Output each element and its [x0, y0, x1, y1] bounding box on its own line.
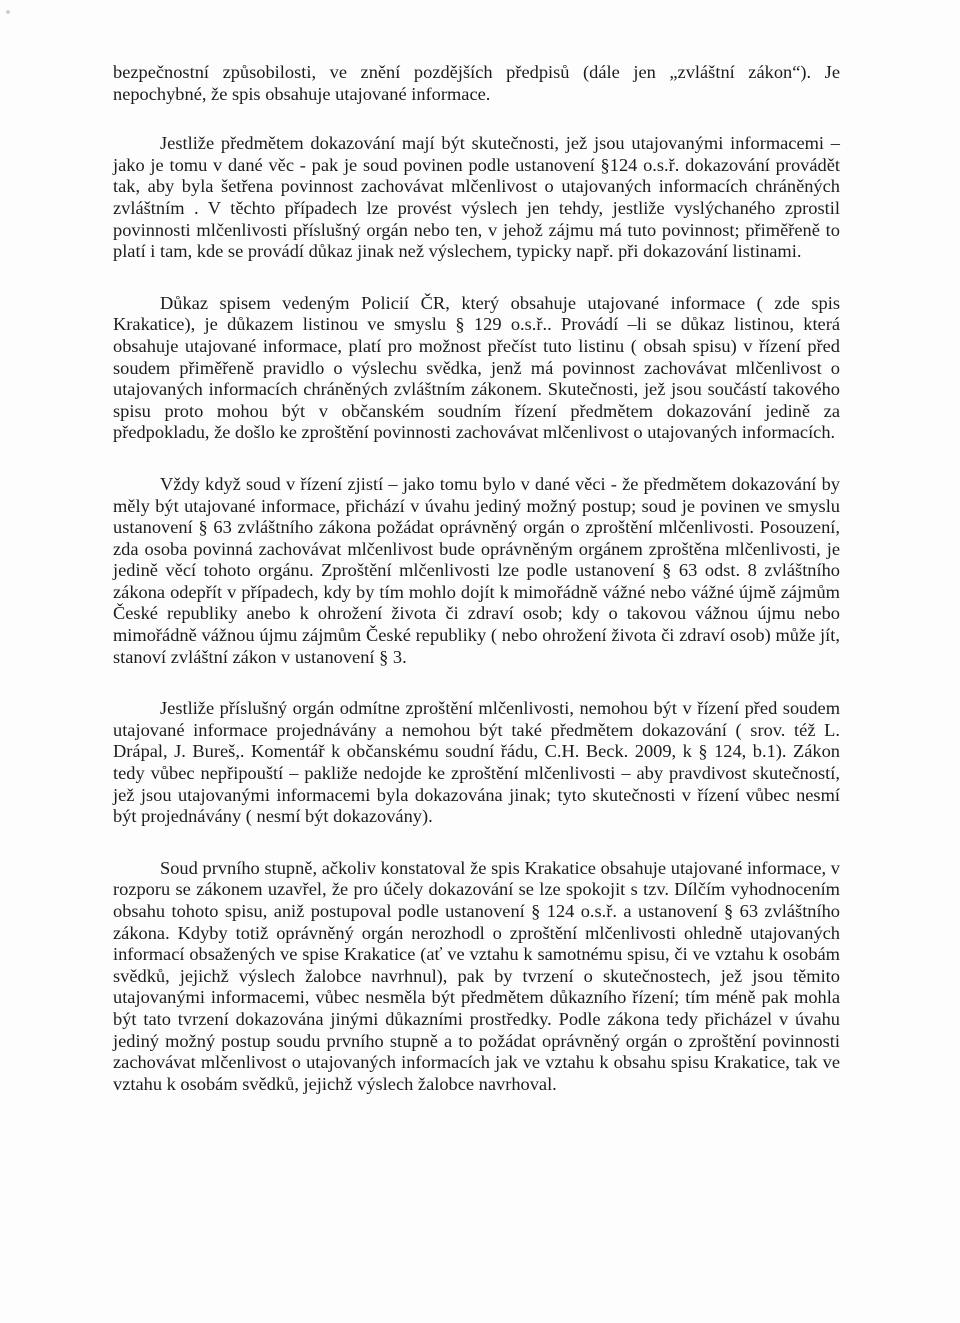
paragraph-6: Soud prvního stupně, ačkoliv konstatoval že spis Krakatice obsahuje utajované informace, v rozporu se zákonem uzavřel, že pro účely dokazování se lze spokojit s tzv. Dílčím vyhodnocením obsahu tohoto spisu, aniž postupoval podle ustanovení § 124 o.s.ř. a ustanovení § 63 zvláštního zákona. Kdyby totiž oprávněný orgán nerozhodl o zproštění mlčenlivosti ohledně utajovaných informací obsažených ve spise Krakatice (ať ve vztahu k samotnému spisu, či ve vztahu k osobám svědků, jejichž výslech žalobce navrhnul), pak by tvrzení o skutečnostech, jež jsou těmito utajovanými informacemi, vůbec nesměla být předmětem důkazního řízení; tím méně pak mohla být tato tvrzení dokazována jinými důkazními prostředky. Podle zákona tedy přicházel v úvahu jediný možný postup soudu prvního stupně a to požádat oprávněný orgán o zproštění povinnosti zachovávat mlčenlivost o utajovaných informacích jak ve vztahu k obsahu spisu Krakatice, tak ve vztahu k osobám svědků, jejichž výslech žalobce navrhoval.	[113, 857, 840, 1094]
paragraph-2: Jestliže předmětem dokazování mají být skutečnosti, jež jsou utajovanými informacemi – jako je tomu v dané věc - pak je soud povinen podle ustanovení §124 o.s.ř. dokazování provádět tak, aby byla šetřena povinnost zachovávat mlčenlivost o utajovaných informacích chráněných zvláštním . V těchto případech lze provést výslech jen tehdy, jestliže vyslýchaného zprostil povinnosti mlčenlivosti příslušný orgán nebo ten, v jehož zájmu má tuto povinnost; přiměřeně to platí i tam, kde se provádí důkaz jinak než výslechem, typicky např. při dokazování listinami.	[113, 133, 840, 262]
paragraph-5: Jestliže příslušný orgán odmítne zproštění mlčenlivosti, nemohou být v řízení před soudem utajované informace projednávány a nemohou být také předmětem dokazování ( srov. též L. Drápal, J. Bureš,. Komentář k občanskému soudní řádu, C.H. Beck. 2009, k § 124, b.1). Zákon tedy vůbec nepřipouští – pakliže nedojde ke zproštění mlčenlivosti – aby pravdivost skutečností, jež jsou utajovanými informacemi byla dokazována jinak; tyto skutečnosti v řízení vůbec nesmí být projednávány ( nesmí být dokazovány).	[113, 698, 840, 827]
paragraph-4: Vždy když soud v řízení zjistí – jako tomu bylo v dané věci - že předmětem dokazování by měly být utajované informace, přichází v úvahu jediný možný postup; soud je povinen ve smyslu ustanovení § 63 zvláštního zákona požádat oprávněný orgán o zproštění mlčenlivosti. Posouzení, zda osoba povinná zachovávat mlčenlivost bude oprávněným orgánem zproštěna mlčenlivosti, je jedině věcí tohoto orgánu. Zproštění mlčenlivosti lze podle ustanovení § 63 odst. 8 zvláštního zákona odepřít v případech, kdy by tím mohlo dojít k mimořádně vážné nebo vážné újmě zájmům České republiky anebo k ohrožení života či zdraví osob; kdy o takovou vážnou újmu nebo mimořádně vážnou újmu zájmům České republiky ( nebo ohrožení života či zdraví osob) může jít, stanoví zvláštní zákon v ustanovení § 3.	[113, 473, 840, 667]
paragraph-1: bezpečnostní způsobilosti, ve znění pozdějších předpisů (dále jen „zvláštní zákon“). Je nepochybné, že spis obsahuje utajované informace.	[113, 62, 840, 104]
document-body	[113, 62, 840, 1125]
paragraph-3: Důkaz spisem vedeným Policií ČR, který obsahuje utajované informace ( zde spis Krakatice), je důkazem listinou ve smyslu § 129 o.s.ř.. Provádí –li se důkaz listinou, která obsahuje utajované informace, platí pro možnost přečíst tuto listinu ( obsah spisu) v řízení před soudem přiměřeně pravidlo o výslechu svědka, jenž má povinnost zachovávat mlčenlivost o utajovaných informacích chráněných zvláštním zákonem. Skutečnosti, jež jsou součástí takového spisu proto mohou být v občanském soudním řízení předmětem dokazování jedině za předpokladu, že došlo ke zproštění povinnosti zachovávat mlčenlivost o utajovaných informacích.	[113, 292, 840, 443]
scan-speck	[6, 10, 10, 14]
